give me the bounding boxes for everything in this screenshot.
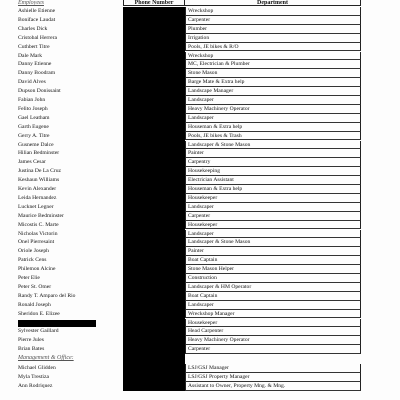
- phone-column-header: Phone Number: [123, 0, 185, 6]
- employee-name: Cuthbert Titre: [18, 43, 50, 50]
- employee-name: Sylvester Gaillard: [18, 328, 59, 335]
- employee-name: Michael Glidden: [18, 365, 56, 372]
- table-row: [0, 34, 400, 43]
- employee-name: Gerry A. Titre: [18, 132, 50, 139]
- employee-department: Wreckshop: [185, 52, 361, 61]
- employee-name: Philemon Alcine: [18, 266, 56, 273]
- employee-department: Carpenter: [185, 345, 361, 354]
- employee-department: Barge Mate & Extra help: [185, 78, 361, 87]
- employee-department: Landscape Manager: [185, 87, 361, 96]
- employee-department: Painter: [185, 149, 361, 158]
- table-row: [0, 212, 400, 221]
- table-row: [0, 301, 400, 310]
- table-row: [0, 69, 400, 78]
- employee-department: Plumber: [185, 25, 361, 34]
- table-row: [0, 327, 400, 336]
- employee-name: Garth Eugene: [18, 123, 49, 130]
- employee-name: Brian Bates: [18, 346, 45, 353]
- employee-department: Wreckshop: [185, 7, 361, 16]
- table-row: [0, 96, 400, 105]
- employee-name: Peter St. Omer: [18, 283, 52, 290]
- employee-department: Carpentry: [185, 158, 361, 167]
- employee-name: David Alves: [18, 79, 46, 86]
- table-row: [0, 16, 400, 25]
- employee-name: Ronald Joseph: [18, 301, 51, 308]
- employee-name: Sheridon E. Elizee: [18, 310, 60, 317]
- phone-redaction-bar: [123, 7, 185, 391]
- employee-name: Lucknet Legner: [18, 203, 54, 210]
- employee-department: Landscaper: [185, 301, 361, 310]
- employee-name: Fabian John: [18, 97, 46, 103]
- employee-name: Maurice Bedminster: [18, 212, 64, 219]
- employee-name: Keshaun Williams: [18, 177, 60, 184]
- employee-name: Gael Leatham: [18, 114, 50, 121]
- employee-department: Landscaper & HM Operator: [185, 283, 361, 292]
- employee-name: Dupson Donissaint: [18, 88, 61, 95]
- employee-department: Landscaper: [185, 114, 361, 123]
- employee-department: Carpenter: [185, 16, 361, 25]
- table-row: [0, 132, 400, 141]
- table-row: [0, 43, 400, 52]
- employee-department: Landscaper & Stone Mason: [185, 141, 361, 150]
- employee-name: Charles Dick: [18, 25, 48, 32]
- employee-name: Ann Rodriquez: [18, 382, 53, 389]
- employee-department: Housekeeper: [185, 319, 361, 328]
- employee-name: Pierre Jules: [18, 337, 44, 344]
- employee-department: Housekeeper: [185, 221, 361, 230]
- table-row: [0, 238, 400, 247]
- table-row: [0, 364, 400, 373]
- table-row: [0, 256, 400, 265]
- table-row: [0, 247, 400, 256]
- employee-department: Housekeeping: [185, 167, 361, 176]
- table-row: [0, 274, 400, 283]
- employee-name: Justina De La Cruz: [18, 168, 62, 175]
- table-row: [0, 230, 400, 239]
- table-row: [0, 60, 400, 69]
- employee-department: Pools, JE bikes & R/O: [185, 43, 361, 52]
- employee-name: Dale Mark: [18, 52, 43, 59]
- employee-department: LSJ/GSJ Manager: [185, 364, 361, 373]
- employee-department: Boat Captain: [185, 256, 361, 265]
- employee-name: Cristobal Herrera: [18, 34, 57, 41]
- employee-name: Micostis C. Marte: [18, 221, 59, 228]
- table-row: [0, 7, 400, 16]
- employee-department: Irrigation: [185, 34, 361, 43]
- management-section-label: Management & Office:: [18, 355, 74, 362]
- employee-name: Onel Pierresaint: [18, 239, 55, 246]
- table-row: [0, 345, 400, 354]
- table-row: [0, 194, 400, 203]
- employee-name: Danny Boodram: [18, 70, 56, 77]
- table-row: [0, 114, 400, 123]
- employee-department: Painter: [185, 247, 361, 256]
- employee-department: MC, Electrician & Plumber: [185, 60, 361, 69]
- employee-name: Leida Hernandez: [18, 194, 57, 201]
- employee-department: Heavy Machinery Operator: [185, 105, 361, 114]
- employee-name: Gusneme Dalce: [18, 141, 54, 148]
- employee-name: Patrick Cens: [18, 257, 47, 264]
- employee-name: Oriole Joseph: [18, 248, 49, 255]
- table-row: [0, 336, 400, 345]
- employee-department: Pools, JE bikes & Trash: [185, 132, 361, 141]
- table-row: [0, 185, 400, 194]
- employee-name: Kevin Alexander: [18, 186, 57, 192]
- employee-department: Housekeeper: [185, 194, 361, 203]
- employee-department: Landscaper: [185, 96, 361, 105]
- table-row: [0, 283, 400, 292]
- employee-name: Felito Joseph: [18, 105, 48, 112]
- employee-department: Heavy Machinery Operator: [185, 336, 361, 345]
- employee-name: Myla Trestiza: [18, 374, 49, 380]
- table-row: [0, 373, 400, 382]
- employee-department: Houseman & Extra help: [185, 185, 361, 194]
- employee-name: Boniface Laudat: [18, 16, 56, 23]
- employee-department: Construction: [185, 274, 361, 283]
- table-row: [0, 203, 400, 212]
- employee-department: Carpenter: [185, 212, 361, 221]
- employee-name: Danny Etienne: [18, 61, 52, 68]
- table-row: [0, 176, 400, 185]
- table-row: [0, 167, 400, 176]
- employee-department: Electrician Assistant: [185, 176, 361, 185]
- employee-department: Landscaper: [185, 230, 361, 239]
- employees-label: Employees: [18, 0, 44, 6]
- table-header: [0, 0, 400, 7]
- table-row: [0, 52, 400, 61]
- employee-department: Assistant to Owner, Property Mng. & Mng.: [185, 382, 361, 391]
- employee-name: Peter Elie: [18, 275, 40, 281]
- table-row: [0, 25, 400, 34]
- name-redaction-bar: [18, 320, 96, 327]
- table-row: [0, 292, 400, 301]
- employee-department: Head Carpenter: [185, 327, 361, 336]
- table-row: [0, 265, 400, 274]
- table-row: [0, 87, 400, 96]
- employee-department: Wreckshop Manager: [185, 310, 361, 319]
- employee-name: Nicholas Victorin: [18, 230, 58, 237]
- table-row: [0, 78, 400, 87]
- employee-name: Ashielle Etienne: [18, 8, 56, 14]
- department-column-header: Department: [185, 0, 361, 6]
- table-row: [0, 141, 400, 150]
- table-row: [0, 105, 400, 114]
- employee-name: James Cesar: [18, 159, 46, 166]
- employee-name: Randy T. Amparo del Rio: [18, 292, 76, 299]
- table-row: [0, 382, 400, 391]
- employee-department: Landscaper: [185, 203, 361, 212]
- table-row: [0, 310, 400, 319]
- employee-department: Stone Mason Helper: [185, 265, 361, 274]
- table-row: [0, 158, 400, 167]
- employee-name: Hilian Bedminster: [18, 150, 60, 157]
- table-row: [0, 319, 400, 328]
- employee-department: Landscaper & Stone Mason: [185, 238, 361, 247]
- table-row: [0, 221, 400, 230]
- employee-department: Boat Captain: [185, 292, 361, 301]
- employee-department: LSJ/GSJ Property Manager: [185, 373, 361, 382]
- employee-department: Houseman & Extra help: [185, 123, 361, 132]
- table-row: [0, 123, 400, 132]
- employee-department: Stone Mason: [185, 69, 361, 78]
- table-row: [0, 149, 400, 158]
